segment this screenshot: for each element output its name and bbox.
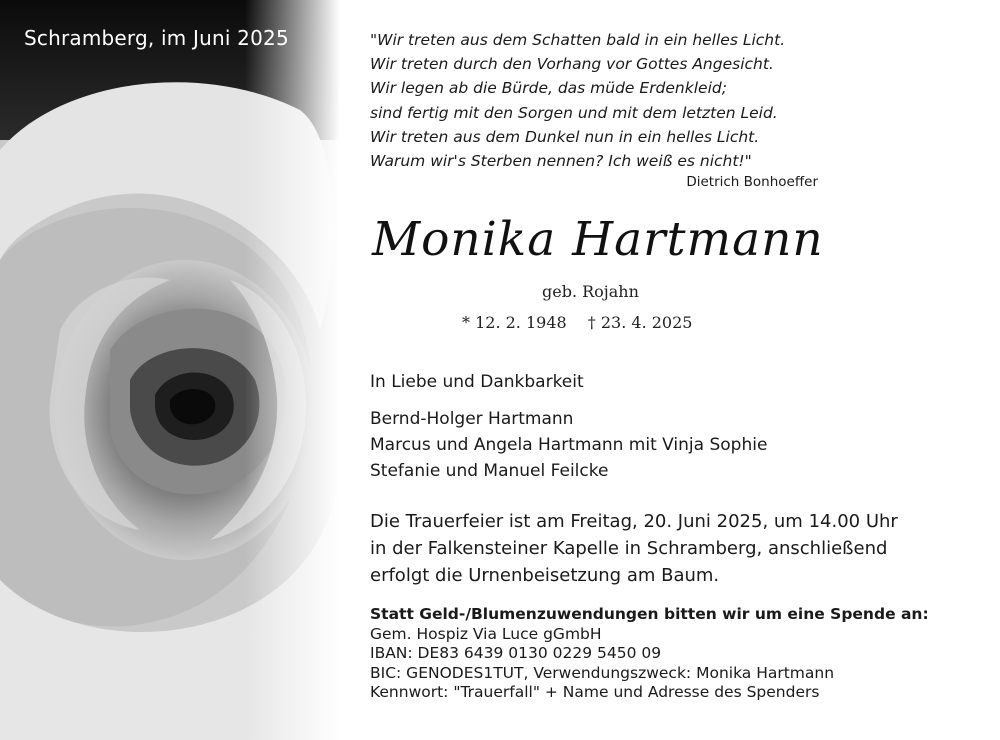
life-dates [462,313,708,332]
mourner-name: Stefanie und Manuel Feilcke [370,461,609,481]
poem-line: sind fertig mit den Sorgen und mit dem letzten Leid. [370,103,778,122]
donation-line: BIC: GENODES1TUT, Verwendungszweck: Monika Hartmann [370,663,835,682]
ceremony-line: erfolgt die Urnenbeisetzung am Baum. [370,565,720,586]
birth-date: * 12. 2. 1948 [462,313,567,332]
ceremony-info [370,508,898,589]
poem-line: Warum wir's Sterben nennen? Ich weiß es nicht!" [370,152,752,171]
birth-name: geb. Rojahn [542,282,639,301]
rose-photo [0,0,340,740]
poem-line: Wir legen ab die Bürde, das müde Erdenkleid; [370,79,727,98]
deceased-name: Monika Hartmann [372,212,824,267]
mourner-name: Bernd-Holger Hartmann [370,409,574,429]
ceremony-line: in der Falkensteiner Kapelle in Schramberg, anschließend [370,538,888,559]
mourner-name: Marcus und Angela Hartmann mit Vinja Sophie [370,435,768,455]
death-date: † 23. 4. 2025 [587,313,693,332]
poem-line: Wir treten durch den Vorhang vor Gottes Angesicht. [370,55,774,74]
dedication: In Liebe und Dankbarkeit [370,372,584,392]
donation-line: Gem. Hospiz Via Luce gGmbH [370,624,602,643]
poem-line: "Wir treten aus dem Schatten bald in ein helles Licht. [370,31,786,49]
poem [370,28,830,173]
poem-line: Wir treten aus dem Dunkel nun in ein helles Licht. [370,127,760,146]
poem-author: Dietrich Bonhoeffer [686,174,818,190]
location-date: Schramberg, im Juni 2025 [24,26,289,50]
donation-line: IBAN: DE83 6439 0130 0229 5450 09 [370,644,662,663]
donation-heading: Statt Geld-/Blumenzuwendungen bitten wir um eine Spende an: [370,605,929,623]
ceremony-line: Die Trauerfeier ist am Freitag, 20. Juni 2025, um 14.00 Uhr [370,511,898,532]
donation-line: Kennwort: "Trauerfall" + Name und Adresse des Spenders [370,683,820,702]
mourner-list [370,406,767,484]
donation-info [370,605,929,703]
